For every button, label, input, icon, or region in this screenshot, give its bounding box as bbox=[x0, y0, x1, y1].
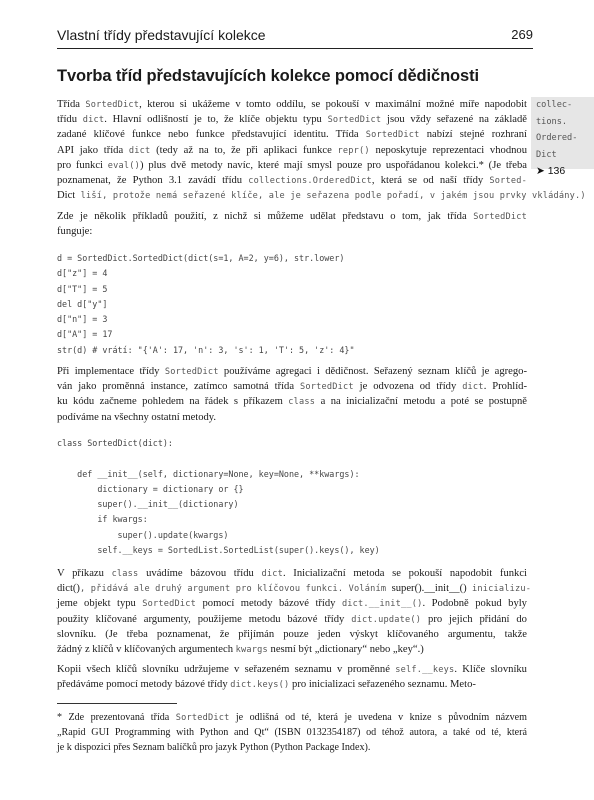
inline-code: liší, protože nemá seřazené klíče, ale je seřazena podle pořadí, v jakém jsou prvky vkládány.) bbox=[75, 191, 586, 202]
inline-code: dict.__init__() bbox=[341, 599, 423, 610]
inline-code: dict bbox=[128, 145, 151, 156]
inline-code: dict.update() bbox=[351, 614, 422, 625]
code-line: super().__init__(dictionary) bbox=[57, 499, 239, 510]
text-line bbox=[57, 97, 527, 112]
text-run: poznamenat, že Python 3.1 zavádí třídu bbox=[57, 174, 249, 186]
inline-code: SortedDict bbox=[365, 130, 420, 141]
paragraph-keys bbox=[57, 662, 527, 692]
footnote bbox=[57, 711, 527, 755]
text-run: Třída bbox=[57, 99, 86, 110]
text-run: API jako třída bbox=[57, 144, 129, 156]
code-line: self.__keys = SortedList.SortedList(super().keys(), key) bbox=[57, 545, 380, 556]
inline-code: class bbox=[288, 397, 316, 408]
margin-note-line: tions. bbox=[536, 116, 568, 127]
text-run: Dict bbox=[57, 190, 76, 202]
text-run: . Inicializační metoda se pokouší napodobit funkci bbox=[282, 568, 527, 579]
text-run: . Hlavní odlišností je to, že klíče objektu typu bbox=[104, 114, 328, 126]
text-run: Při implementace třídy bbox=[57, 366, 165, 377]
text-run: ván jako proměnná instance, zatímco samotná třída bbox=[57, 381, 300, 393]
text-run: nabízí stejné rozhraní bbox=[419, 129, 527, 141]
inline-code: SortedDict bbox=[175, 713, 230, 723]
code-line: super().update(kwargs) bbox=[57, 529, 229, 540]
code-line: d["A"] = 17 bbox=[57, 329, 113, 340]
running-header-title: Vlastní třídy představující kolekce bbox=[57, 27, 266, 43]
text-run: super().__init__() bbox=[391, 583, 467, 595]
code-line: class SortedDict(dict): bbox=[57, 438, 173, 448]
code-line: d["T"] = 5 bbox=[57, 283, 108, 294]
text-line bbox=[57, 158, 527, 173]
margin-note-line: collec- bbox=[536, 100, 573, 110]
text-run: , kterou si ukážeme v tomto oddílu, se pokouší v maximální možné míře napodobit bbox=[139, 99, 528, 110]
text-run: slovníku. (Je třeba poznamenat, že přijímán pouze jeden výskyt klíčovaného argumentu, takže bbox=[57, 628, 527, 640]
code-line: dictionary = dictionary or {} bbox=[57, 483, 244, 494]
text-line bbox=[57, 581, 532, 596]
text-run: použity klíčované argumenty, použijeme metodu bázové třídy bbox=[57, 613, 352, 625]
code-line: str(d) # vrátí: "{'A': 17, 'n': 3, 's': 1, 'T': 5, 'z': 4}" bbox=[57, 344, 355, 355]
text-run: jeme objekt typu bbox=[57, 598, 143, 610]
code-line: d["z"] = 4 bbox=[57, 268, 108, 279]
text-run: uvádíme bázovou třídu bbox=[138, 568, 262, 579]
text-run: (tedy až na to, že při aplikaci funkce bbox=[150, 144, 338, 156]
text-line bbox=[57, 741, 527, 756]
text-run: . Prohlíd- bbox=[483, 381, 527, 393]
inline-code: inicializu- bbox=[466, 584, 532, 595]
text-line bbox=[57, 173, 527, 188]
text-run: zadané klíčové funkce nebo funkce představující identitu. Třída bbox=[57, 129, 366, 141]
text-line bbox=[57, 642, 527, 657]
code-block-class bbox=[57, 436, 527, 558]
inline-code: class bbox=[111, 569, 139, 579]
text-run: žádný z klíčů v klíčovaných argumentech bbox=[57, 643, 236, 655]
text-run: neposkytuje reprezentaci vhodnou bbox=[369, 144, 528, 156]
text-run: je odlišná od té, která je uvedena v knize s původním názvem bbox=[229, 712, 527, 723]
text-run: Kopii všech klíčů slovníku udržujeme v seřazeném seznamu v proměnné bbox=[57, 664, 396, 675]
text-run: jsou vždy seřazené na základě bbox=[381, 114, 527, 126]
paragraph-examples bbox=[57, 209, 527, 239]
inline-code: SortedDict bbox=[85, 100, 140, 110]
inline-code: , přidává ale druhý argument pro klíčovou funkci. Voláním bbox=[79, 584, 392, 595]
running-header bbox=[57, 24, 533, 49]
text-line bbox=[57, 188, 586, 203]
text-line bbox=[57, 364, 527, 379]
inline-code: repr() bbox=[337, 145, 370, 156]
text-run: dict() bbox=[57, 583, 80, 595]
code-line: if kwargs: bbox=[57, 514, 148, 525]
code-line: del d["y"] bbox=[57, 298, 108, 309]
inline-code: SortedDict bbox=[327, 115, 382, 126]
inline-code: eval() bbox=[107, 160, 141, 171]
text-line bbox=[57, 677, 527, 692]
text-run: pomocí metody bázové třídy bbox=[196, 598, 342, 610]
text-run: pro jejich přidání do bbox=[421, 613, 527, 625]
text-line bbox=[57, 566, 527, 581]
inline-code: dict bbox=[261, 569, 283, 579]
inline-code: SortedDict bbox=[473, 212, 527, 222]
text-run: , která se od naší třídy bbox=[371, 174, 490, 186]
text-run: podíváme na všechny ostatní metody. bbox=[57, 411, 217, 423]
text-run: je odvozena od třídy bbox=[353, 381, 463, 393]
text-run: pro funkci bbox=[57, 159, 108, 171]
text-line bbox=[57, 209, 527, 224]
inline-code: kwargs bbox=[235, 644, 268, 655]
footnote-rule bbox=[57, 703, 177, 704]
paragraph-init-explanation bbox=[57, 566, 532, 657]
code-line: d = SortedDict.SortedDict(dict(s=1, A=2, y=6), str.lower) bbox=[57, 253, 345, 263]
text-line bbox=[57, 662, 527, 677]
inline-code: SortedDict bbox=[299, 382, 354, 393]
page-number: 269 bbox=[511, 27, 533, 42]
text-run: . Klíče slovníku bbox=[454, 664, 527, 675]
text-line bbox=[57, 410, 527, 425]
text-line bbox=[57, 143, 527, 158]
margin-cross-reference bbox=[531, 97, 594, 177]
text-line bbox=[57, 379, 527, 394]
text-line bbox=[57, 596, 527, 611]
text-line bbox=[57, 394, 527, 409]
inline-code: dict bbox=[462, 382, 484, 393]
inline-code: SortedDict bbox=[164, 367, 219, 377]
code-line: def __init__(self, dictionary=None, key=None, **kwargs): bbox=[57, 468, 360, 479]
text-run: ku kódu začneme pohledem na řádek s příkazem bbox=[57, 396, 289, 408]
text-run: nesmí být „dictionary“ nebo „key“.) bbox=[267, 643, 424, 655]
inline-code: dict bbox=[82, 115, 105, 126]
text-run: předáváme pomocí metody bázové třídy bbox=[57, 679, 231, 691]
margin-note-line: Ordered- bbox=[536, 133, 578, 143]
section-heading: Tvorba tříd představujících kolekce pomocí dědičnosti bbox=[57, 67, 479, 85]
text-run: třídu bbox=[57, 114, 83, 126]
text-run: Zde je několik příkladů použití, z nichž si můžeme udělat představu o tom, jak třída bbox=[57, 211, 474, 222]
text-line bbox=[57, 127, 527, 142]
text-run: funguje: bbox=[57, 226, 93, 238]
text-line bbox=[57, 112, 527, 127]
inline-code: collections.OrderedDict bbox=[248, 175, 372, 186]
inline-code: dict.keys() bbox=[230, 680, 290, 691]
inline-code: SortedDict bbox=[142, 599, 197, 610]
text-run: a na inicializační metodu a poté se postupně bbox=[315, 396, 527, 408]
text-run: . Podobně pokud byly bbox=[422, 598, 527, 610]
code-block-usage bbox=[57, 251, 527, 358]
text-line bbox=[57, 612, 527, 627]
text-line bbox=[57, 627, 527, 642]
text-run: používáme agregaci i dědičnost. Seřazený seznam klíčů je agrego- bbox=[218, 366, 527, 377]
inline-code: Sorted- bbox=[489, 175, 527, 186]
text-run: pro inicializaci seřazeného seznamu. Meto- bbox=[289, 679, 476, 691]
text-run: „Rapid GUI Programming with Python and Qt“ (ISBN 0132354187) od téhož autora, a také od té, která bbox=[57, 726, 527, 738]
code-line: d["n"] = 3 bbox=[57, 314, 108, 325]
code-line bbox=[57, 451, 527, 466]
margin-note-page-ref: ➤ 136 bbox=[536, 165, 566, 177]
text-run: ) plus dvě metody navíc, které mají smysl pouze pro uspořádanou kolekci.* (Je třeba bbox=[140, 159, 527, 171]
paragraph-implementation bbox=[57, 364, 527, 425]
text-run: je k dispozici přes Seznam balíčků pro jazyk Python (Python Package Index). bbox=[57, 741, 371, 753]
text-run: V příkazu bbox=[57, 568, 112, 579]
text-line bbox=[57, 224, 527, 239]
text-line bbox=[57, 726, 527, 741]
inline-code: self.__keys bbox=[395, 665, 455, 675]
text-run: * Zde prezentovaná třída bbox=[57, 712, 176, 723]
margin-note-line: Dict bbox=[536, 149, 557, 160]
text-line bbox=[57, 711, 527, 726]
